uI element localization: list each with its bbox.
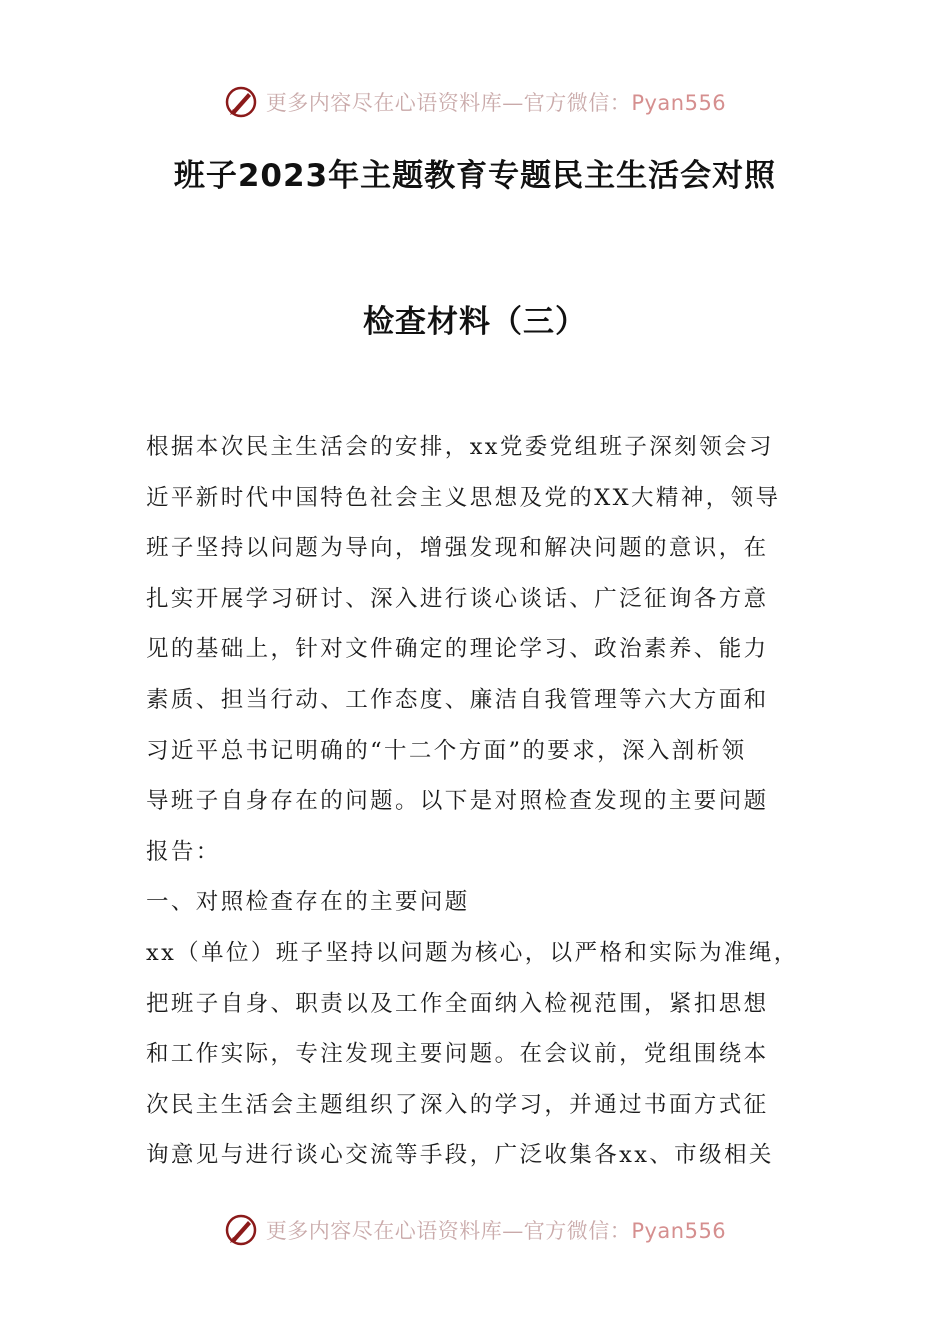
- pen-seal-icon: [224, 85, 258, 119]
- wechat-id: Pyan556: [631, 91, 727, 115]
- body-line: 和工作实际，专注发现主要问题。在会议前，党组围绕本: [146, 1041, 769, 1068]
- body-line: 扎实开展学习研讨、深入进行谈心谈话、广泛征询各方意: [146, 585, 769, 612]
- section-heading: 一、对照检查存在的主要问题: [146, 889, 470, 916]
- document-body: [146, 422, 808, 1181]
- body-line: 素质、担当行动、工作态度、廉洁自我管理等六大方面和: [146, 686, 769, 713]
- body-line: 询意见与进行谈心交流等手段，广泛收集各xx、市级相关: [146, 1142, 774, 1169]
- header-watermark-banner: [0, 80, 950, 124]
- watermark-text: 更多内容尽在心语资料库—官方微信：Pyan556: [265, 91, 727, 115]
- body-line: 近平新时代中国特色社会主义思想及党的XX大精神，领导: [146, 484, 781, 511]
- body-line: 班子坚持以问题为导向，增强发现和解决问题的意识，在: [146, 535, 769, 562]
- body-line: 报告：: [146, 838, 221, 865]
- wechat-id: Pyan556: [631, 1219, 727, 1243]
- body-line: 导班子自身存在的问题。以下是对照检查发现的主要问题: [146, 788, 769, 815]
- body-line: 次民主生活会主题组织了深入的学习，并通过书面方式征: [146, 1091, 769, 1118]
- document-title-line-2: 检查材料（三）: [363, 304, 587, 340]
- body-line: 习近平总书记明确的“十二个方面”的要求，深入剖析领: [146, 737, 747, 764]
- body-line: 把班子自身、职责以及工作全面纳入检视范围，紧扣思想: [146, 990, 769, 1017]
- pen-seal-icon: [224, 1213, 258, 1247]
- body-line: 根据本次民主生活会的安排，xx党委党组班子深刻领会习: [146, 434, 774, 460]
- body-line: 见的基础上，针对文件确定的理论学习、政治素养、能力: [146, 636, 769, 663]
- document-title-line-1: 班子2023年主题教育专题民主生活会对照: [173, 158, 777, 194]
- footer-watermark-banner: [0, 1208, 950, 1252]
- body-line: xx（单位）班子坚持以问题为核心，以严格和实际为准绳，: [146, 939, 799, 966]
- watermark-text: 更多内容尽在心语资料库—官方微信：Pyan556: [265, 1219, 727, 1243]
